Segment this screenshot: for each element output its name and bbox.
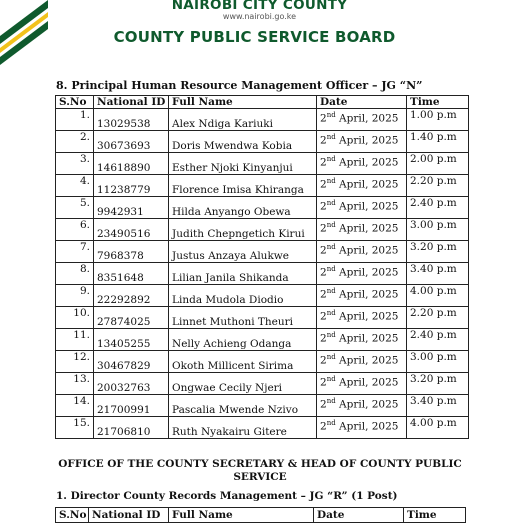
county-name: NAIROBI CITY COUNTY [171, 0, 348, 13]
cell-national-id: 21706810 [94, 417, 169, 439]
date-rest: April, 2025 [335, 420, 399, 433]
cell-sno: 11. [56, 329, 94, 351]
cell-time: 3.00 p.m [407, 351, 469, 373]
table-row [56, 241, 469, 263]
cell-full-name: Pascalia Mwende Nzivo [169, 395, 317, 417]
date-rest: April, 2025 [335, 376, 399, 389]
cell-full-name: Linnet Muthoni Theuri [169, 307, 317, 329]
column-header-date: Date [314, 508, 404, 523]
cell-national-id: 23490516 [94, 219, 169, 241]
column-header-time: Time [404, 508, 466, 523]
table-header-row [56, 508, 466, 523]
board-title: COUNTY PUBLIC SERVICE BOARD [113, 28, 396, 46]
cell-national-id: 30673693 [94, 131, 169, 153]
cell-time: 3.20 p.m [407, 241, 469, 263]
cell-national-id: 22292892 [94, 285, 169, 307]
date-rest: April, 2025 [335, 354, 399, 367]
cell-national-id: 8351648 [94, 263, 169, 285]
cell-sno: 10. [56, 307, 94, 329]
column-header-full-name: Full Name [169, 96, 317, 109]
cell-full-name: Alex Ndiga Kariuki [169, 109, 317, 131]
cell-time: 4.00 p.m [407, 285, 469, 307]
cell-time: 4.00 p.m [407, 417, 469, 439]
date-day: 2 [320, 354, 327, 367]
table-row [56, 285, 469, 307]
column-header-sno: S.No [56, 508, 89, 523]
column-header-time: Time [407, 96, 469, 109]
date-suffix: nd [326, 199, 336, 207]
cell-date [317, 307, 407, 329]
cell-sno: 2. [56, 131, 94, 153]
cell-national-id: 13029538 [94, 109, 169, 131]
cell-time: 2.40 p.m [407, 197, 469, 219]
cell-sno: 3. [56, 153, 94, 175]
cell-full-name: Ongwae Cecily Njeri [169, 373, 317, 395]
cell-national-id: 7968378 [94, 241, 169, 263]
date-rest: April, 2025 [335, 112, 399, 125]
cell-full-name: Ruth Nyakairu Gitere [169, 417, 317, 439]
table-row [56, 395, 469, 417]
date-day: 2 [320, 134, 327, 147]
date-suffix: nd [326, 309, 336, 317]
date-day: 2 [320, 244, 327, 257]
office-heading [55, 458, 465, 484]
date-day: 2 [320, 376, 327, 389]
date-rest: April, 2025 [335, 134, 399, 147]
date-suffix: nd [326, 353, 336, 361]
cell-full-name: Linda Mudola Diodio [169, 285, 317, 307]
cell-time: 1.40 p.m [407, 131, 469, 153]
cell-full-name: Nelly Achieng Odanga [169, 329, 317, 351]
date-day: 2 [320, 310, 327, 323]
date-day: 2 [320, 332, 327, 345]
cell-date [317, 241, 407, 263]
date-day: 2 [320, 288, 327, 301]
column-header-full-name: Full Name [169, 508, 314, 523]
cell-date [317, 395, 407, 417]
cell-sno: 6. [56, 219, 94, 241]
cell-full-name: Florence Imisa Khiranga [169, 175, 317, 197]
date-suffix: nd [326, 375, 336, 383]
cell-sno: 7. [56, 241, 94, 263]
cell-date [317, 417, 407, 439]
records-schedule-table [55, 507, 466, 523]
date-day: 2 [320, 266, 327, 279]
cell-sno: 14. [56, 395, 94, 417]
date-rest: April, 2025 [335, 200, 399, 213]
table-body [56, 109, 469, 439]
date-suffix: nd [326, 111, 336, 119]
cell-time: 2.40 p.m [407, 329, 469, 351]
date-rest: April, 2025 [335, 178, 399, 191]
table-row [56, 351, 469, 373]
date-rest: April, 2025 [335, 288, 399, 301]
date-rest: April, 2025 [335, 266, 399, 279]
date-day: 2 [320, 398, 327, 411]
column-header-national-id: National ID [94, 96, 169, 109]
cell-date [317, 263, 407, 285]
table-row [56, 131, 469, 153]
cell-time: 2.20 p.m [407, 175, 469, 197]
date-day: 2 [320, 156, 327, 169]
column-header-sno: S.No [56, 96, 94, 109]
cell-sno: 5. [56, 197, 94, 219]
date-day: 2 [320, 222, 327, 235]
cell-full-name: Esther Njoki Kinyanjui [169, 153, 317, 175]
cell-national-id: 13405255 [94, 329, 169, 351]
date-suffix: nd [326, 265, 336, 273]
date-suffix: nd [326, 419, 336, 427]
cell-time: 3.20 p.m [407, 373, 469, 395]
section-8-heading: 8. Principal Human Resource Management Officer – JG “N” [56, 79, 423, 92]
cell-date [317, 329, 407, 351]
cell-sno: 1. [56, 109, 94, 131]
cell-date [317, 153, 407, 175]
cell-time: 3.40 p.m [407, 395, 469, 417]
cell-sno: 15. [56, 417, 94, 439]
date-rest: April, 2025 [335, 244, 399, 257]
cell-national-id: 11238779 [94, 175, 169, 197]
table-row [56, 197, 469, 219]
cell-national-id: 27874025 [94, 307, 169, 329]
table-row [56, 373, 469, 395]
cell-full-name: Okoth Millicent Sirima [169, 351, 317, 373]
date-day: 2 [320, 178, 327, 191]
date-day: 2 [320, 420, 327, 433]
cell-time: 3.40 p.m [407, 263, 469, 285]
cell-sno: 13. [56, 373, 94, 395]
column-header-date: Date [317, 96, 407, 109]
cell-sno: 8. [56, 263, 94, 285]
cell-date [317, 109, 407, 131]
cell-date [317, 175, 407, 197]
document-header [0, 0, 519, 60]
cell-national-id: 21700991 [94, 395, 169, 417]
date-rest: April, 2025 [335, 398, 399, 411]
cell-date [317, 197, 407, 219]
table-row [56, 219, 469, 241]
cell-time: 3.00 p.m [407, 219, 469, 241]
cell-date [317, 351, 407, 373]
cell-sno: 12. [56, 351, 94, 373]
date-suffix: nd [326, 221, 336, 229]
cell-sno: 4. [56, 175, 94, 197]
cell-date [317, 285, 407, 307]
date-suffix: nd [326, 177, 336, 185]
table-row [56, 329, 469, 351]
cell-time: 2.20 p.m [407, 307, 469, 329]
table-row [56, 109, 469, 131]
interview-schedule-table [55, 95, 469, 439]
cell-full-name: Hilda Anyango Obewa [169, 197, 317, 219]
table-row [56, 417, 469, 439]
cell-date [317, 219, 407, 241]
cell-national-id: 9942931 [94, 197, 169, 219]
cell-date [317, 131, 407, 153]
date-suffix: nd [326, 133, 336, 141]
date-suffix: nd [326, 397, 336, 405]
table-row [56, 153, 469, 175]
date-suffix: nd [326, 331, 336, 339]
cell-national-id: 30467829 [94, 351, 169, 373]
date-rest: April, 2025 [335, 156, 399, 169]
date-rest: April, 2025 [335, 222, 399, 235]
section-1-heading: 1. Director County Records Management – JG “R” (1 Post) [56, 490, 398, 502]
cell-time: 2.00 p.m [407, 153, 469, 175]
cell-full-name: Doris Mwendwa Kobia [169, 131, 317, 153]
table-row [56, 263, 469, 285]
date-day: 2 [320, 112, 327, 125]
cell-full-name: Justus Anzaya Alukwe [169, 241, 317, 263]
cell-time: 1.00 p.m [407, 109, 469, 131]
table-row [56, 307, 469, 329]
cell-sno: 9. [56, 285, 94, 307]
date-rest: April, 2025 [335, 332, 399, 345]
date-rest: April, 2025 [335, 310, 399, 323]
date-day: 2 [320, 200, 327, 213]
date-suffix: nd [326, 155, 336, 163]
cell-date [317, 373, 407, 395]
cell-national-id: 20032763 [94, 373, 169, 395]
office-heading-line-2: SERVICE [233, 471, 287, 483]
date-suffix: nd [326, 287, 336, 295]
cell-full-name: Lilian Janila Shikanda [169, 263, 317, 285]
cell-national-id: 14618890 [94, 153, 169, 175]
cell-full-name: Judith Chepngetich Kirui [169, 219, 317, 241]
date-suffix: nd [326, 243, 336, 251]
county-url: www.nairobi.go.ke [222, 12, 297, 21]
office-heading-line-1: OFFICE OF THE COUNTY SECRETARY & HEAD OF COUNTY PUBLIC [58, 458, 462, 470]
column-header-national-id: National ID [89, 508, 169, 523]
table-row [56, 175, 469, 197]
table-header-row [56, 96, 469, 109]
